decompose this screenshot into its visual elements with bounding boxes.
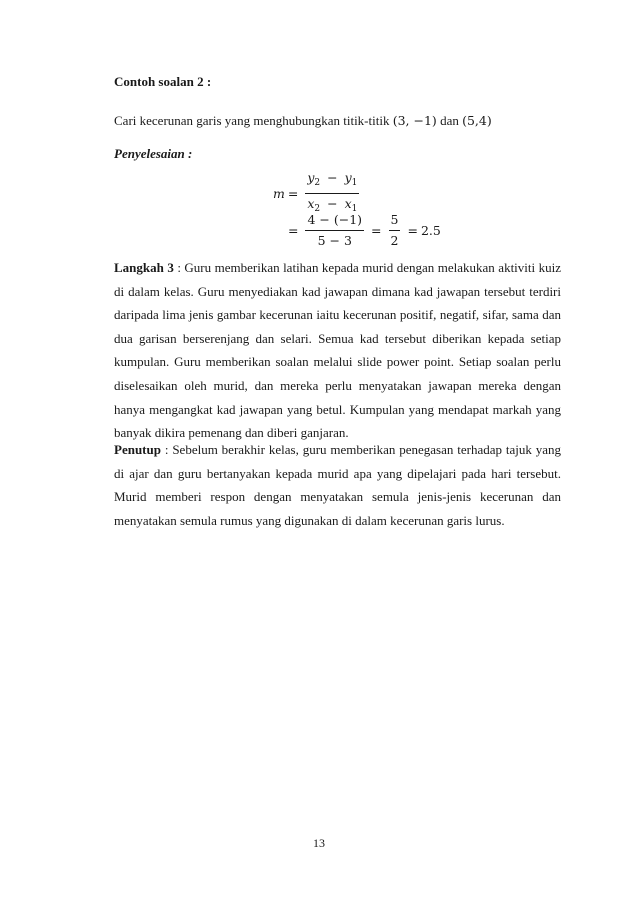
calc-fraction-2-denominator: 2 [390,233,399,248]
calc-fraction-2-numerator: 5 [389,212,401,231]
question-conjunction: dan [440,113,459,128]
numerator-y2: y [307,170,315,185]
denominator-x1-subscript: 1 [351,204,358,214]
calc-fraction-2 [389,212,401,249]
step-3-text: : Guru memberikan latihan kepada murid dengan melakukan aktiviti kuiz di dalam kelas. Guru menyediakan kad jawapan dimana kad jawapan tersebut terdiri daripada lima jenis gambar kecerunan iaitu kecerunan positif, negatif, sifar, sama dan dua garisan berserenjang dan selari. Semua kad tersebut diberikan kepada setiap kumpulan. Guru memberikan soalan melalui slide power point. Setiap soalan perlu diselesaikan oleh murid, dan mereka perlu menyatakan jawapan mereka dengan hanya mengangkat kad jawapan yang betul. Kumpulan yang mendapat markah yang banyak dikira pemenang dan diberi ganjaran. [114,260,561,441]
question-text [114,113,492,129]
example-heading: Contoh soalan 2 : [114,74,212,89]
closing-paragraph [114,438,561,532]
gradient-formula [273,170,363,217]
denominator-minus: − [327,196,338,211]
closing-text: : Sebelum berakhir kelas, guru memberikan penegasan terhadap tajuk yang di ajar dan guru bertanyakan kepada murid apa yang dipelajari pada hari tersebut. Murid memberi respon dengan menyatakan semula jenis-jenis kecerunan dan menyatakan semula rumus yang digunakan di dalam kecerunan garis lurus. [114,442,561,528]
formula-fraction [305,170,359,217]
denominator-x2-subscript: 2 [314,204,321,214]
calc-fraction-1 [305,212,364,249]
formula-numerator [305,170,359,194]
step-3-paragraph [114,256,561,445]
page-number: 13 [313,836,325,850]
calc-equals-1: = [288,223,299,238]
closing-label: Penutup [114,442,161,457]
numerator-y2-subscript: 2 [314,178,321,188]
point-a: (3, −1) [392,113,437,128]
calc-fraction-1-numerator: 4 − (−1) [305,212,364,231]
numerator-minus: − [327,170,338,185]
solution-label: Penyelesaian : [114,146,193,161]
question-prompt: Cari kecerunan garis yang menghubungkan titik-titik [114,113,390,128]
denominator-x2: x [307,196,315,211]
gradient-calculation [285,212,441,249]
numerator-y1-subscript: 1 [351,178,358,188]
calc-equals-2: = [371,223,382,238]
denominator-x1: x [344,196,352,211]
step-3-label: Langkah 3 [114,260,174,275]
numerator-y1: y [344,170,352,185]
formula-equals: = [287,186,299,201]
calc-fraction-1-denominator: 5 − 3 [317,233,352,248]
formula-lhs: m [273,186,285,201]
calc-equals-3: = [407,223,418,238]
calc-result: 2.5 [420,223,441,238]
point-b: (5,4) [462,113,492,128]
